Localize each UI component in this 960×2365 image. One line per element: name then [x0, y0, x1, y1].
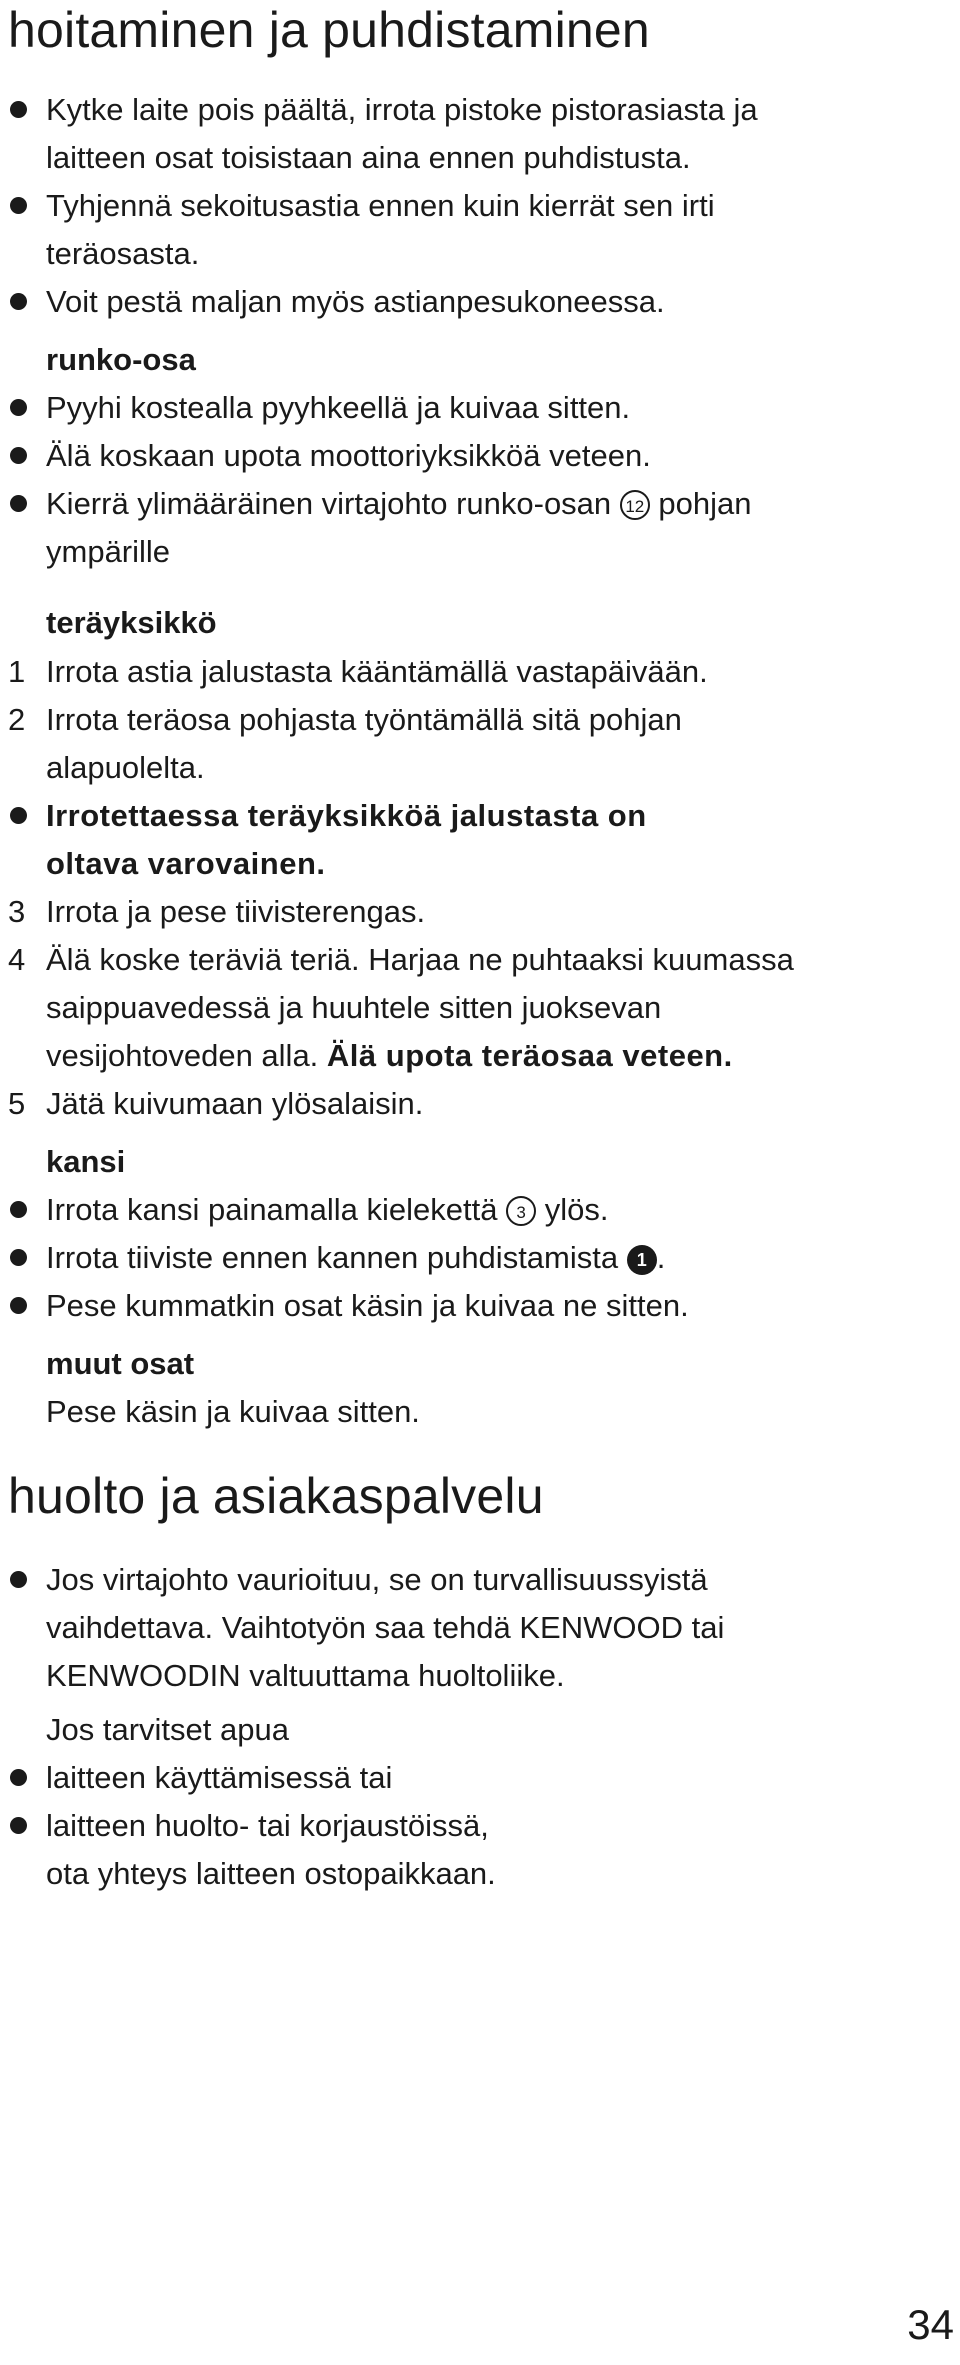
list-item-continuation: ota yhteys laitteen ostopaikkaan. — [46, 1856, 496, 1891]
list-item: Irrota kansi painamalla kielekettä 3 ylös. — [46, 1186, 946, 1234]
section-title-care: hoitaminen ja puhdistaminen — [8, 2, 650, 58]
paragraph: Pese käsin ja kuivaa sitten. — [46, 1394, 420, 1429]
paragraph: Jos tarvitset apua — [46, 1712, 289, 1747]
step-item: 3 Irrota ja pese tiivisterengas. — [46, 888, 946, 936]
list-item-continuation: KENWOODIN valtuuttama huoltoliike. — [46, 1658, 565, 1693]
list-item: Tyhjennä sekoitusastia ennen kuin kierrät sen irti — [46, 182, 946, 230]
bullet-icon — [6, 1754, 36, 1802]
bullet-icon — [6, 384, 36, 432]
bullet-icon — [6, 432, 36, 480]
list-item-continuation: vaihdettava. Vaihtotyön saa tehdä KENWOOD tai — [46, 1610, 725, 1645]
subheading-lid: kansi — [46, 1144, 126, 1179]
bullet-icon — [6, 792, 36, 840]
bullet-icon — [6, 1556, 36, 1604]
bullet-icon — [6, 1282, 36, 1330]
list-item: Pese kummatkin osat käsin ja kuivaa ne sitten. — [46, 1282, 946, 1330]
list-item: laitteen käyttämisessä tai — [46, 1754, 946, 1802]
list-item-continuation: teräosasta. — [46, 236, 200, 271]
list-item: Pyyhi kostealla pyyhkeellä ja kuivaa sitten. — [46, 384, 946, 432]
page-number: 34 — [907, 2301, 954, 2348]
list-item-continuation: ympärille — [46, 534, 171, 569]
list-item-continuation: laitteen osat toisistaan aina ennen puhdistusta. — [46, 140, 691, 175]
list-item: Voit pestä maljan myös astianpesukoneessa. — [46, 278, 946, 326]
list-item: laitteen huolto- tai korjaustöissä, — [46, 1802, 946, 1850]
bullet-icon — [6, 1234, 36, 1282]
bullet-icon — [6, 86, 36, 134]
warning-item: Irrotettaessa teräyksikköä jalustasta on — [46, 792, 946, 840]
list-item: Kierrä ylimääräinen virtajohto runko-osan 12 pohjan — [46, 480, 946, 528]
list-item: Jos virtajohto vaurioituu, se on turvallisuussyistä — [46, 1556, 946, 1604]
subheading-other-parts: muut osat — [46, 1346, 195, 1381]
step-item-continuation: vesijohtoveden alla. Älä upota teräosaa veteen. — [46, 1038, 733, 1073]
bullet-icon — [6, 1186, 36, 1234]
list-item: Kytke laite pois päältä, irrota pistoke pistorasiasta ja — [46, 86, 946, 134]
step-number: 3 — [8, 894, 26, 929]
bullet-icon — [6, 182, 36, 230]
warning-text: Älä upota teräosaa veteen. — [326, 1038, 733, 1073]
illustration-reference-icon: 1 — [627, 1245, 657, 1275]
step-number: 1 — [8, 654, 26, 689]
reference-number-icon: 12 — [620, 490, 650, 520]
step-item-continuation: saippuavedessä ja huuhtele sitten juoksevan — [46, 990, 662, 1025]
step-number: 4 — [8, 942, 26, 977]
step-number: 2 — [8, 702, 26, 737]
step-item: 4 Älä koske teräviä teriä. Harjaa ne puhtaaksi kuumassa — [46, 936, 946, 984]
step-item-continuation: alapuolelta. — [46, 750, 205, 785]
subheading-body-unit: runko-osa — [46, 342, 196, 377]
warning-item-continuation: oltava varovainen. — [46, 846, 326, 881]
step-number: 5 — [8, 1086, 26, 1121]
bullet-icon — [6, 480, 36, 528]
list-item: Irrota tiiviste ennen kannen puhdistamista 1 . — [46, 1234, 946, 1282]
bullet-icon — [6, 1802, 36, 1850]
subheading-blade-unit: teräyksikkö — [46, 605, 217, 640]
section-title-service: huolto ja asiakaspalvelu — [8, 1468, 544, 1524]
step-item: 2 Irrota teräosa pohjasta työntämällä sitä pohjan — [46, 696, 946, 744]
bullet-icon — [6, 278, 36, 326]
list-item: Älä koskaan upota moottoriyksikköä veteen. — [46, 432, 946, 480]
step-item: 1 Irrota astia jalustasta kääntämällä vastapäivään. — [46, 648, 946, 696]
step-item: 5 Jätä kuivumaan ylösalaisin. — [46, 1080, 946, 1128]
reference-number-icon: 3 — [506, 1196, 536, 1226]
